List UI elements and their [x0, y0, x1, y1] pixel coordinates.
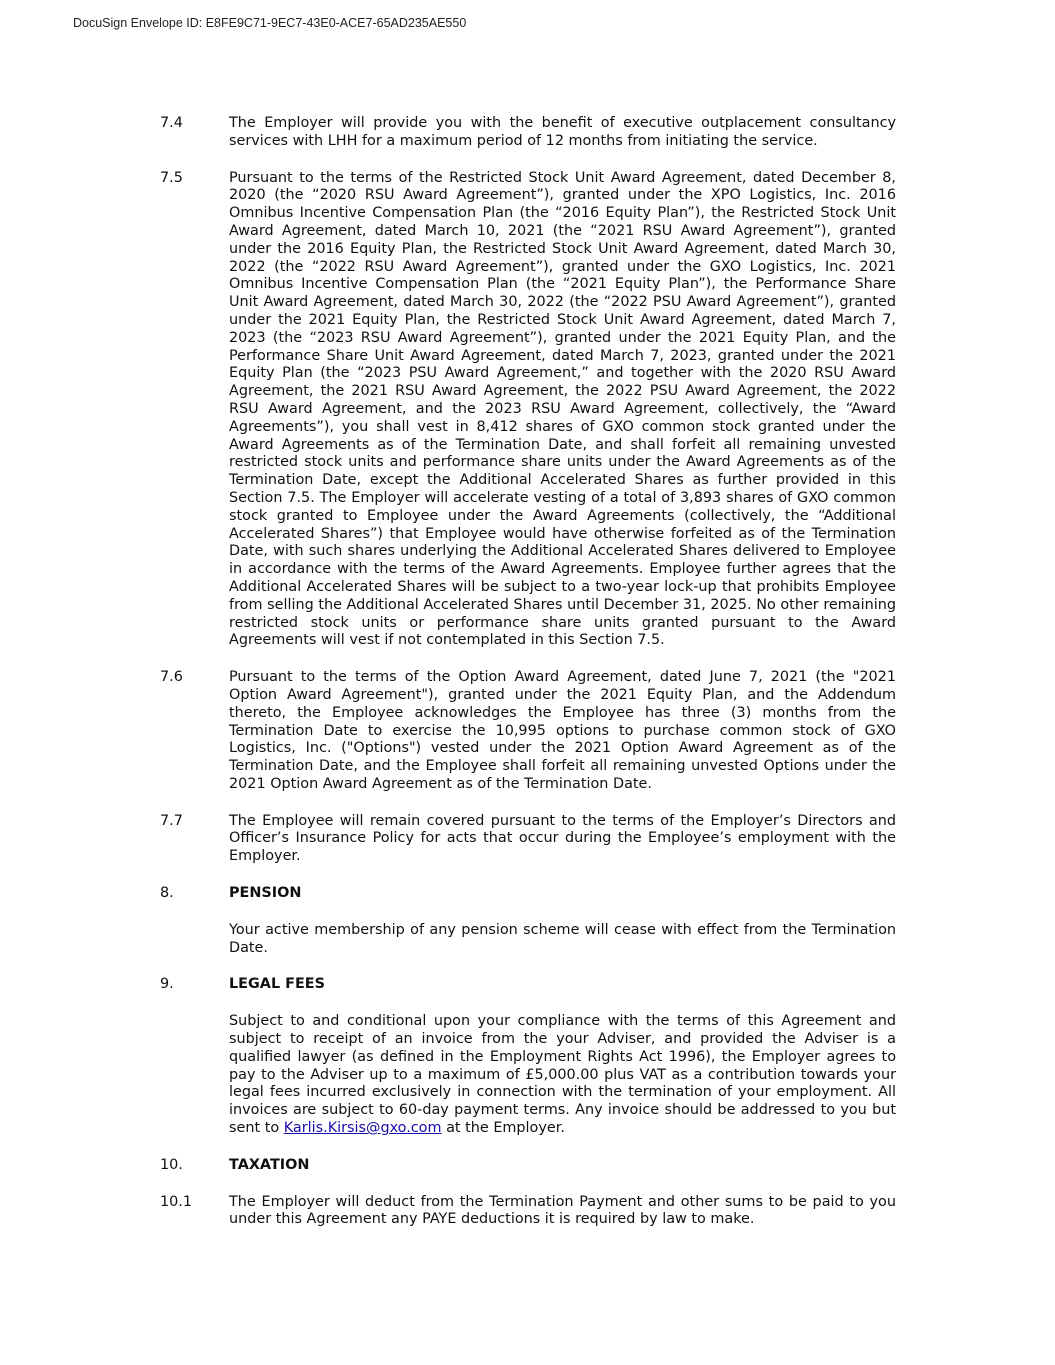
clause-text: Pursuant to the terms of the Option Award Agreement, dated June 7, 2021 (the "2021 Option Award Agreement"), granted under the 2021 Equity Plan, and the Addendum thereto, the Employee acknowledges the Employee has three (3) months from the Termination Date to exercise the 10,995 options to purchase common stock of GXO Logistics, Inc. ("Options") vested under the 2021 Option Award Agreement as of the Termination Date, and the Employee shall forfeit all remaining unvested Options under the 2021 Option Award Agreement as of the Termination Date.: [229, 669, 896, 792]
section-9-text: [229, 1013, 896, 1138]
clause-text: Pursuant to the terms of the Restricted Stock Unit Award Agreement, dated December 8, 2020 (the “2020 RSU Award Agreement”), granted under the XPO Logistics, Inc. 2016 Omnibus Incentive Compensation Plan (the “2016 Equity Plan”), the Restricted Stock Unit Award Agreement, dated March 10, 2021 (the “2021 RSU Award Agreement”), granted under the 2016 Equity Plan, the Restricted Stock Unit Award Agreement, dated March 30, 2022 (the “2022 RSU Award Agreement”), granted under the GXO Logistics, Inc. 2021 Omnibus Incentive Compensation Plan (the “2021 Equity Plan”), the Performance Share Unit Award Agreement, dated March 30, 2022 (the “2022 PSU Award Agreement”), granted under the 2021 Equity Plan, the Restricted Stock Unit Award Agreement, dated March 7, 2023 (the “2023 RSU Award Agreement”), granted under the 2021 Equity Plan, and the Performance Share Unit Award Agreement, dated March 7, 2023, granted under the 2021 Equity Plan (the “2023 PSU Award Agreement,” and together with the 2020 RSU Award Agreement, the 2021 RSU Award Agreement, the 2022 PSU Award Agreement, the 2022 RSU Award Agreement, and the 2023 RSU Award Agreement, collectively, the “Award Agreements”), you shall vest in 8,412 shares of GXO common stock granted under the Award Agreements as of the Termination Date, and shall forfeit all remaining unvested restricted stock units and performance share units under the Award Agreements as of the Termination Date, except the Additional Accelerated Shares as further provided in this Section 7.5. The Employer will accelerate vesting of a total of 3,893 shares of GXO common stock granted to Employee under the Award Agreements (collectively, the “Additional Accelerated Shares”) that Employee would have otherwise forfeited as of the Termination Date, with such shares underlying the Additional Accelerated Shares delivered to Employee in accordance with the terms of the Award Agreements. Employee further agrees that the Additional Accelerated Shares will be subject to a two-year lock-up that prohibits Employee from selling the Additional Accelerated Shares until December 31, 2025. No other remaining restricted stock units or performance share units granted pursuant to the Award Agreements will vest if not contemplated in this Section 7.5.: [229, 169, 896, 649]
legal-fees-text: Subject to and conditional upon your compliance with the terms of this Agreement and subject to receipt of an invoice from the your Adviser, and provided the Adviser is a qualified lawyer (as defined in the Employment Rights Act 1996), the Employer agrees to pay to the Adviser up to a maximum of £5,000.00 plus VAT as a contribution towards your legal fees incurred exclusively in connection with the termination of your employment. All invoices are subject to 60-day payment terms. Any invoice should be addressed to you but sent to: [229, 1013, 896, 1137]
section-title: LEGAL FEES: [229, 976, 325, 993]
clause-number: 7.6: [160, 669, 183, 686]
docusign-envelope-id: DocuSign Envelope ID: E8FE9C71-9EC7-43E0-ACE7-65AD235AE550: [73, 16, 467, 30]
section-8-heading: [160, 885, 896, 903]
clause-7-5: [160, 170, 896, 651]
section-number: 10.: [160, 1156, 183, 1173]
clause-number: 10.1: [160, 1193, 193, 1210]
section-number: 8.: [160, 885, 174, 902]
clause-text: The Employee will remain covered pursuant to the terms of the Employer’s Directors and Officer’s Insurance Policy for acts that occur during the Employee’s employment with the Employer.: [229, 812, 896, 865]
section-8-text: Your active membership of any pension scheme will cease with effect from the Termination Date.: [229, 921, 896, 956]
clause-number: 7.7: [160, 812, 183, 829]
section-10-heading: [160, 1157, 896, 1175]
section-number: 9.: [160, 976, 174, 993]
clause-7-7: [160, 813, 896, 866]
section-9-heading: [160, 976, 896, 994]
legal-fees-text-after: at the Employer.: [441, 1120, 565, 1137]
clause-10-1: [160, 1194, 896, 1230]
clause-number: 7.5: [160, 169, 183, 186]
clause-7-6: [160, 669, 896, 794]
section-title: TAXATION: [229, 1156, 310, 1173]
clause-7-4: [160, 115, 896, 151]
section-title: PENSION: [229, 885, 302, 902]
clause-number: 7.4: [160, 115, 183, 131]
email-link[interactable]: Karlis.Kirsis@gxo.com: [283, 1120, 442, 1137]
document-body: [160, 115, 896, 1248]
clause-text: The Employer will provide you with the benefit of executive outplacement consultancy services with LHH for a maximum period of 12 months from initiating the service.: [229, 115, 896, 149]
clause-text: The Employer will deduct from the Termination Payment and other sums to be paid to you under this Agreement any PAYE deductions it is required by law to make.: [229, 1193, 896, 1228]
